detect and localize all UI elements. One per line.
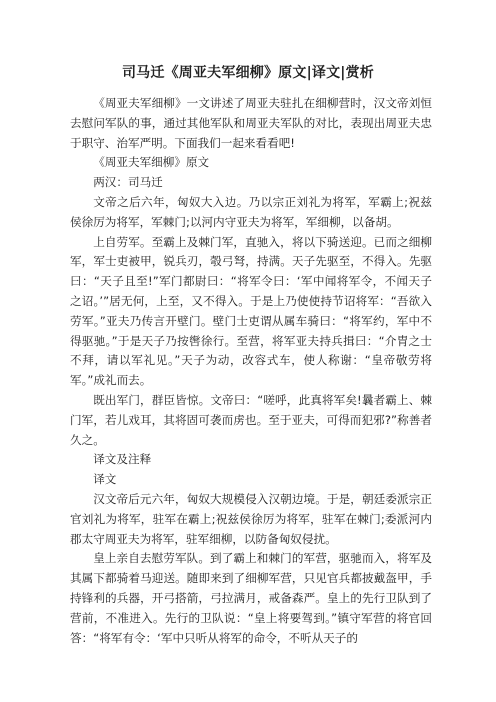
intro-paragraph: 《周亚夫军细柳》一文讲述了周亚夫驻扎在细柳营时，汉文帝刘恒去慰问军队的事，通过其他军队和周亚夫军队的对比，表现出周亚夫忠于职守、治军严明。下面我们一起来看看吧! — [70, 96, 432, 150]
original-paragraph-1: 文帝之后六年，匈奴大入边。乃以宗正刘礼为将军，军霸上;祝兹侯徐厉为将军，军棘门;以河内守亚夫为将军，军细柳，以备胡。 — [70, 194, 432, 229]
document-body — [70, 94, 432, 648]
translation-paragraph-2: 皇上亲自去慰劳军队。到了霸上和棘门的军营，驱驰而入，将军及其属下都骑着马迎送。随即来到了细柳军营，只见官兵都披戴盔甲，手持锋利的兵器，开弓搭箭，弓拉满月，戒备森严。皇上的先行卫队到了营前，不准进入。先行的卫队说：“皇上将要驾到。”镇守军营的将官回答：“将军有令：‘军中只听从将军的命令，不听从天子的 — [70, 551, 432, 645]
translation-paragraph-1: 汉文帝后元六年，匈奴大规模侵入汉朝边境。于是，朝廷委派宗正官刘礼为将军，驻军在霸上;祝兹侯徐厉为将军，驻军在棘门;委派河内郡太守周亚夫为将军，驻军细柳，以防备匈奴侵扰。 — [70, 491, 432, 546]
document-title: 司马迁《周亚夫军细柳》原文|译文|赏析 — [121, 65, 375, 81]
original-paragraph-3: 既出军门，群臣皆惊。文帝曰：“嗟呼，此真将军矣!曩者霸上、棘门军，若儿戏耳，其将固可袭而虏也。至于亚夫，可得而犯邪?”称善者久之。 — [70, 392, 432, 447]
original-paragraph-2: 上自劳军。至霸上及棘门军，直驰入，将以下骑送迎。已而之细柳军，军士吏被甲，锐兵刃，彀弓弩，持满。天子先驱至，不得入。先驱曰：“天子且至!”军门都尉曰：“将军令曰：‘军中闻将军令，不闻天子之诏。’”居无何，上至，又不得入。于是上乃使使持节诏将军：“吾欲入劳军。”亚夫乃传言开壁门。壁门士吏谓从属车骑曰：“将军约，军中不得驱驰。”于是天子乃按辔徐行。至营，将军亚夫持兵揖曰：“介胄之士不拜，请以军礼见。”天子为动，改容式车，使人称谢：“皇帝敬劳将军。”成礼而去。 — [70, 234, 432, 388]
section-heading-original: 《周亚夫军细柳》原文 — [93, 155, 210, 170]
section-heading-translation-notes: 译文及注释 — [93, 452, 152, 467]
author-line: 两汉：司马迁 — [93, 175, 163, 190]
section-heading-translation: 译文 — [93, 472, 117, 487]
